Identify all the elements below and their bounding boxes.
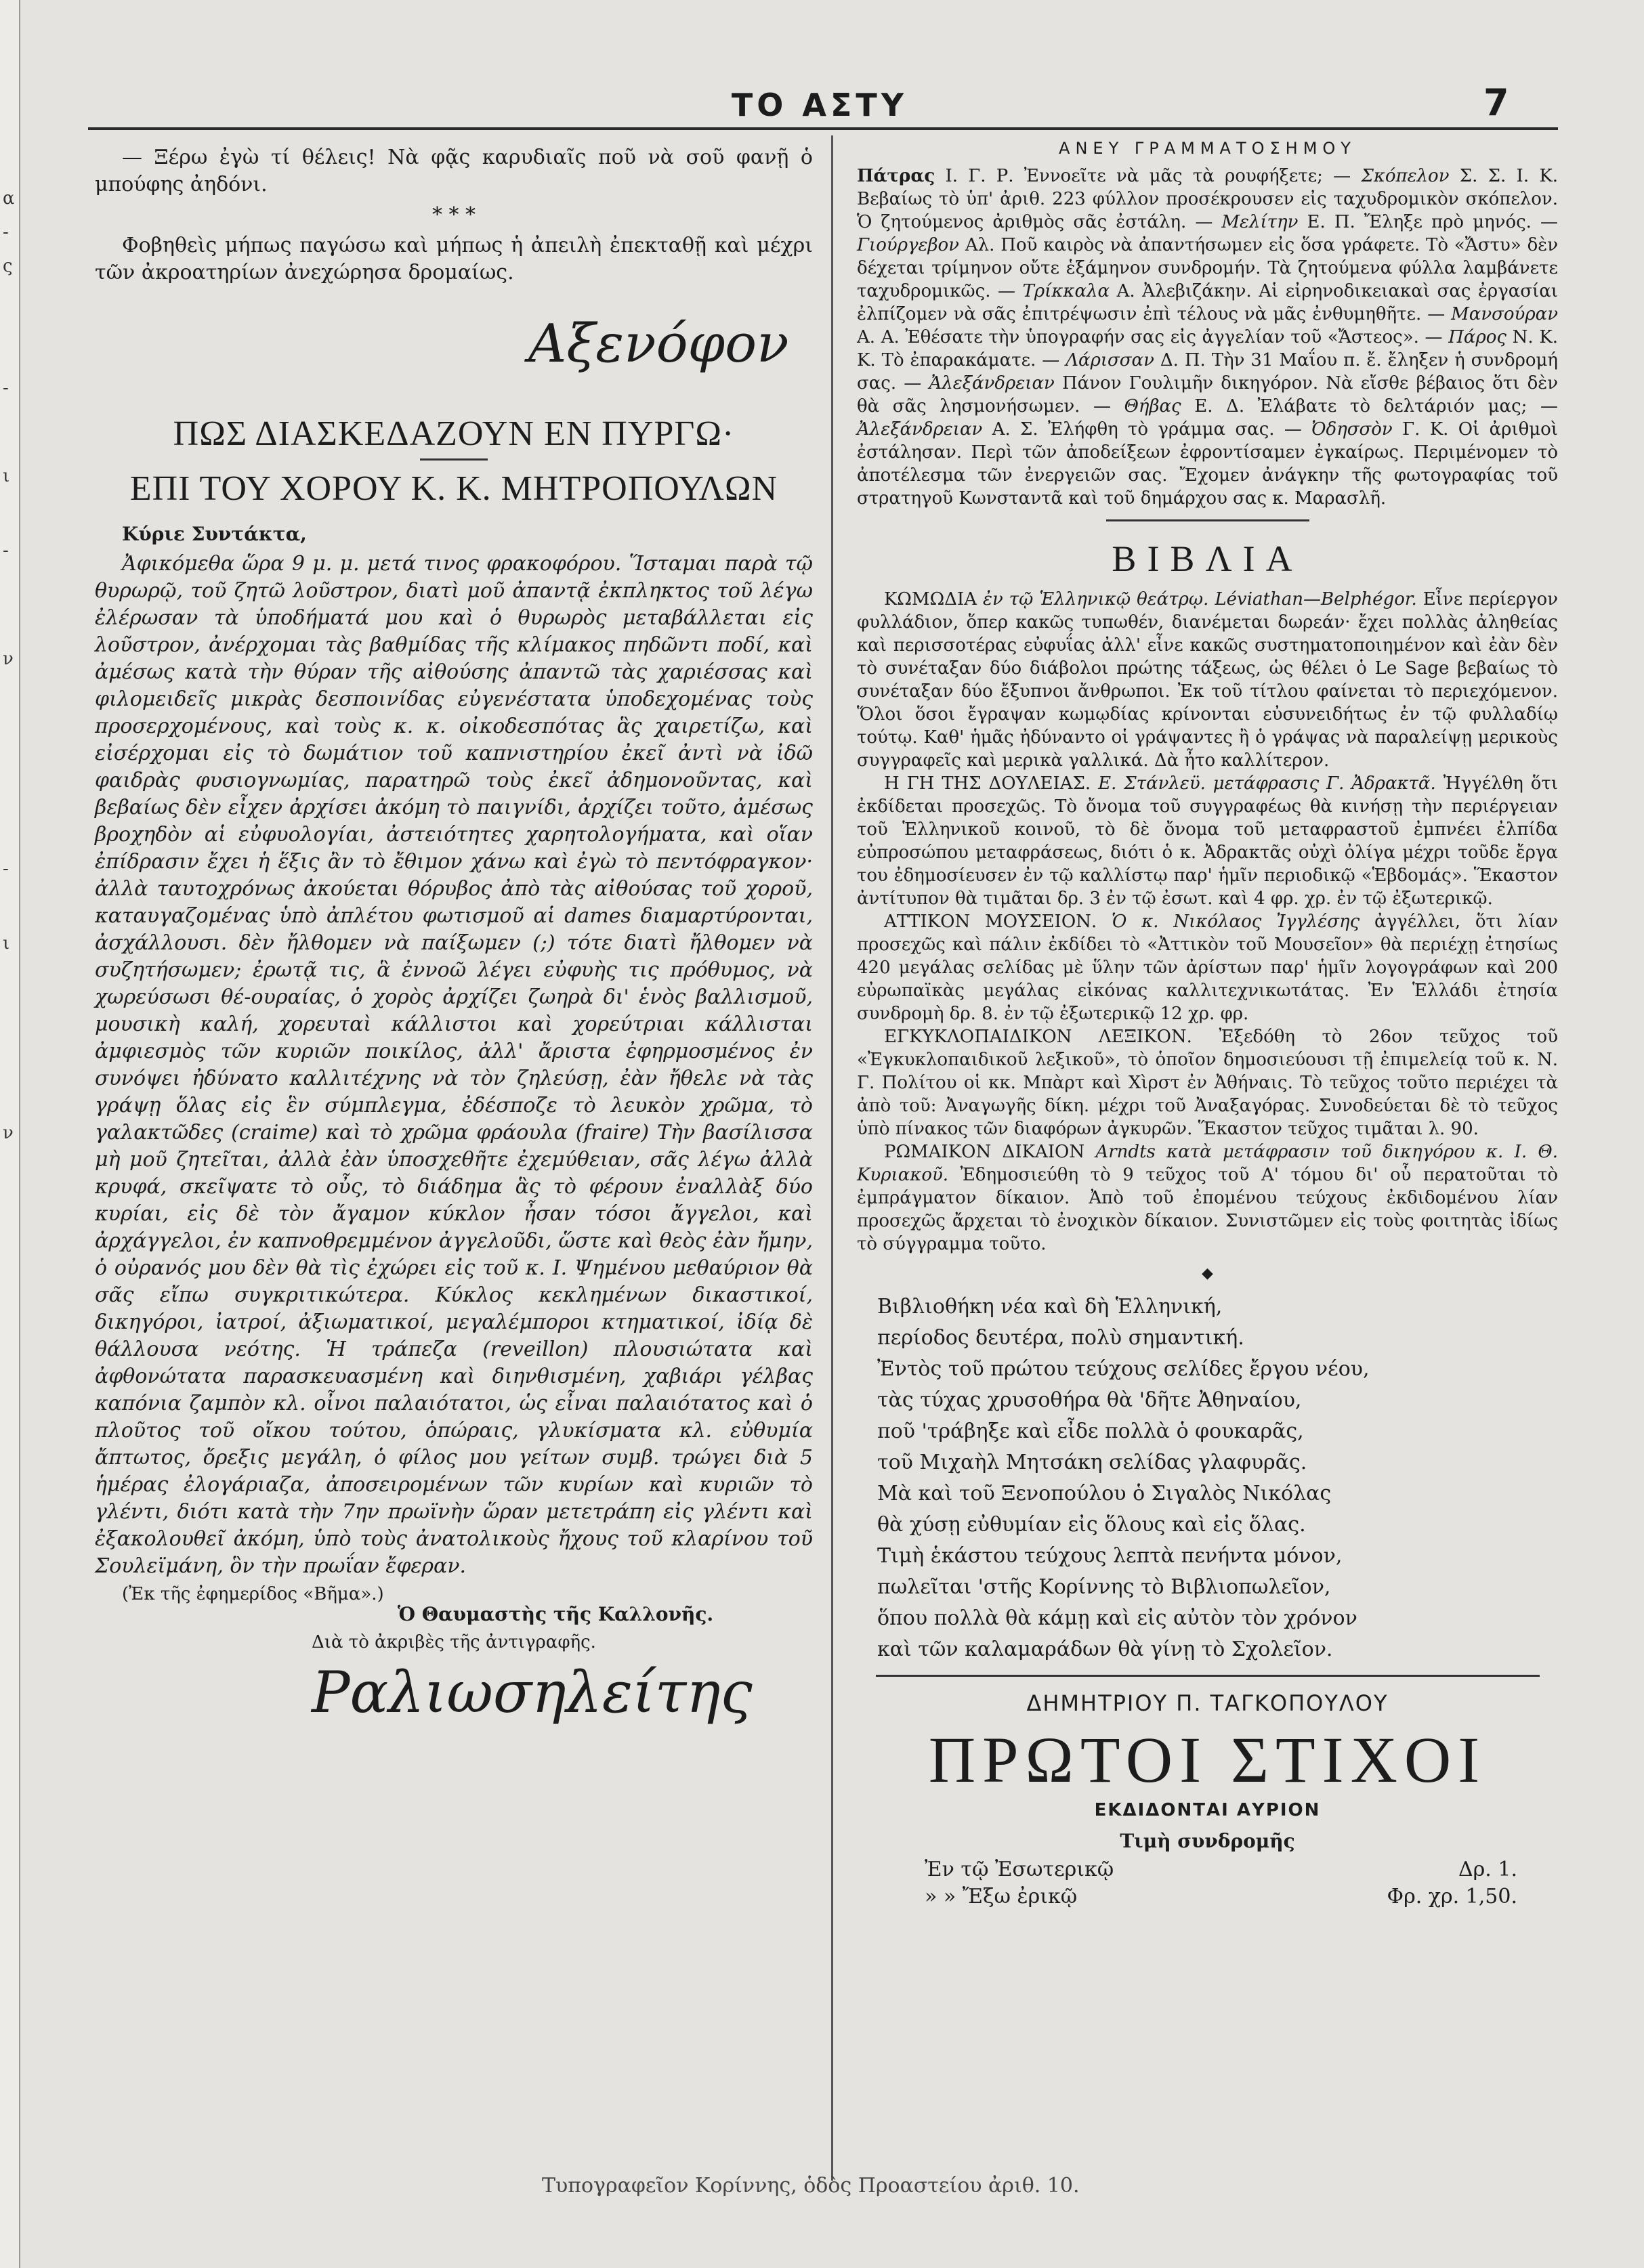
corr-place: Σκόπελον <box>1361 166 1450 186</box>
corr-text: Α. Σ. Ἐλήφθη τὸ γράμμα σας. — <box>992 419 1302 440</box>
corr-text: Ι. Γ. Ρ. Ἐννοεῖτε νὰ μᾶς τὰ ρουφήξετε; — <box>945 166 1351 186</box>
left-column <box>95 139 813 1747</box>
pseudonym: Ὁ Θαυμαστὴς τῆς Καλλονῆς. <box>397 1603 714 1625</box>
book-entry <box>857 1140 1558 1256</box>
right-column <box>857 139 1558 1910</box>
poem-line: πωλεῖται 'στῆς Κορίννης τὸ Βιβλιοπωλεῖον, <box>877 1575 1331 1599</box>
corr-place: Γιούργεβον <box>857 235 959 255</box>
price-value: Δρ. 1. <box>1458 1858 1517 1881</box>
corr-text: Ε. Δ. Ἐλάβατε τὸ δελτάριόν μας; — <box>1194 396 1559 416</box>
corr-place: Μανσούραν <box>1451 304 1559 324</box>
header-rule <box>88 127 1558 130</box>
corr-place: Μελίτην <box>1221 212 1299 232</box>
intro-paragraph-1: — Ξέρω ἐγὼ τί θέλεις! Νὰ φᾷς καρυδιαῖς ποῦ νὰ σοῦ φανῇ ὁ μπούφης ἀηδόνι. <box>95 146 813 196</box>
book-entry <box>857 910 1558 1025</box>
ad-rule <box>876 1675 1540 1677</box>
edge-mark: ς <box>3 256 13 276</box>
poem-line: Βιβλιοθήκη νέα καὶ δὴ Ἑλληνική, <box>877 1295 1223 1319</box>
book-entry <box>857 772 1558 910</box>
book-title: ΕΓΚΥΚΛΟΠΑΙΔΙΚΟΝ ΛΕΞΙΚΟΝ. <box>884 1027 1192 1047</box>
accuracy-note: Διὰ τὸ ἀκριβὲς τῆς ἀντιγραφῆς. <box>312 1632 596 1652</box>
letter-address: Κύριε Συντάκτα, <box>122 523 307 545</box>
correspondence-header: ΑΝΕΥ ΓΡΑΜΜΑΤΟΣΗΜΟΥ <box>1059 139 1356 158</box>
edge-mark: ι <box>3 466 10 486</box>
price-label: Ἐν τῷ Ἐσωτερικῷ <box>925 1858 1114 1881</box>
corr-place: Πάρος <box>1448 327 1506 347</box>
signature-1: Αξενόφον <box>528 314 789 375</box>
ad-subscription-label: Τιμὴ συνδρομῆς <box>1120 1830 1295 1852</box>
books-header: ΒΙΒΛΙΑ <box>1112 538 1303 579</box>
corr-text: Γ. Κ. Οἱ ἀριθμοὶ ἐστάλησαν. Περὶ τῶν ἀποδείξεων ἐφροντίσαμεν ἐγκαίρως. Περιμένομεν τὸ ἀποτέλεσμα τῶν ἐνεργειῶν σας. Ἔχομεν ἀνάγκην τῆς φωτογραφίας τοῦ στρατηγοῦ Κωνσταντᾶ καὶ τοῦ δημάρχου σας κ. Μαρασλῆ. <box>857 419 1558 509</box>
edge-mark: - <box>3 222 9 242</box>
poem-line: τὰς τύχας χρυσοθήρα θὰ 'δῆτε Ἀθηναίου, <box>877 1388 1302 1412</box>
corr-text: Α. Ἀλεβιζάκην. Αἱ εἰρηνοδικειακαὶ σας ἐργασίαι ἐλπίζομεν νὰ σᾶς ἐπιτρέψωσιν ἐπὶ τέλους νὰ μᾶς ἐνθυμηθῆτε. — <box>857 281 1559 324</box>
headline-1: ΠΩΣ ΔΙΑΣΚΕΔΑΖΟΥΝ ΕΝ ΠΥΡΓΩ· <box>173 414 735 453</box>
corr-text: Ν. Κ. Κ. Τὸ ἐπαρακάματε. — <box>857 327 1559 370</box>
edge-mark: - <box>3 859 9 879</box>
book-text: Εἶνε περίεργον φυλλάδιον, ὅπερ κακῶς τυπωθέν, διανέμεται δωρεάν· ἔχει πολλὰς ἀληθείας καὶ περισσοτέρας εὐφυΐας ἀλλ' εἶνε κακῶς συστηματοποιημένον καὶ ἐὰν δὲν τὸ συνέταξαν δύο διάβολοι πρώτης τάξεως, ὡς θέλει ὁ Le Sage βεβαίως τὸ συνέταξαν δύο ἔξυπνοι ἄνθρωποι. Ἐκ τοῦ τίτλου φαίνεται τὸ περιεχόμενον. Ὅλοι ὅσοι ἔγραψαν κωμῳδίας κρίνονται εὐσυνειδήτως ἐν τῷ φυλλαδίῳ τούτῳ. Καθ' ἡμᾶς ἠδύναντο οἱ γράψαντες ἢ ὁ γράψας νὰ παραλείψῃ μερικοὺς συγγραφεῖς καὶ μερικὰ γαλλικά. Δὰ ἦτο καλλίτερον. <box>857 589 1559 771</box>
book-subtitle: Ε. Στάνλεϋ. μετάφρασις Γ. Ἀδρακτᾶ. <box>1098 773 1436 794</box>
book-text: ἀγγέλλει, ὅτι λίαν προσεχῶς καὶ πάλιν ἐκδίδει τὸ «Ἀττικὸν τοῦ Μουσεῖον» θὰ περιέχῃ ἐτησίως 420 μεγάλας σελίδας μὲ ὕλην τῶν ἀρίστων παρ' ἡμῖν λογογράφων καὶ 200 εὐρωπαϊκὰς μεγάλας εἰκόνας καλλιτεχνικωτάτας. Ἐν Ἑλλάδι ἐτησία συνδρομὴ δρ. 8. ἐν τῷ ἐξωτερικῷ 12 χρ. φρ. <box>857 912 1559 1024</box>
poem-line: καὶ τῶν καλαμαράδων θὰ γίνῃ τὸ Σχολεῖον. <box>877 1638 1333 1661</box>
corr-text: Ε. Π. Ἔληξε πρὸ μηνός. — <box>1307 212 1559 232</box>
edge-mark: - <box>3 540 9 561</box>
corr-text: Α. Α. Ἐθέσατε τὴν ὑπογραφήν σας εἰς ἀγγελίαν τοῦ «Ἄστεος». — <box>857 327 1443 347</box>
ad-author: ΔΗΜΗΤΡΙΟΥ Π. ΤΑΓΚΟΠΟΥΛΟΥ <box>1026 1690 1389 1716</box>
correspondence-block <box>857 165 1558 510</box>
poem-line: περίοδος δευτέρα, πολὺ σημαντική. <box>877 1326 1244 1350</box>
corr-place: Ἀλεξάνδρειαν <box>929 373 1055 393</box>
price-row <box>857 1856 1558 1883</box>
edge-mark: ν <box>3 649 14 669</box>
poem-line: ποῦ 'τράβηξε καὶ εἶδε πολλὰ ὁ φουκαρᾶς, <box>877 1419 1304 1443</box>
ad-subtitle: ΕΚΔΙΔΟΝΤΑΙ ΑΥΡΙΟΝ <box>1094 1800 1321 1820</box>
book-entry <box>857 1025 1558 1140</box>
corr-text: Αλ. Ποῦ καιρὸς νὰ ἀπαντήσωμεν εἰς ὅσα γράφετε. Τὸ «Ἄστυ» δὲν δέχεται τρίμηνον οὔτε ἑξάμηνον συνδρομήν. Τὰ ζητούμενα φύλλα λαμβάνετε ταχυδρομικῶς. — <box>857 235 1559 301</box>
corr-place: Λάρισσαν <box>1066 350 1154 370</box>
edge-mark: - <box>3 378 9 398</box>
book-text: Ἐδημοσιεύθη τὸ 9 τεῦχος τοῦ Α' τόμου δι' οὗ περατοῦται τὸ ἐμπράγματον δίκαιον. Ἀπὸ τοῦ ἐπομένου τεύχους ἐκδιδομένου λίαν προσεχῶς ἄρχεται τὸ ἐνοχικὸν δίκαιον. Συνιστῶμεν εἰς τοὺς φοιτητὰς ἰδίως τὸ σύγγραμμα τοῦτο. <box>857 1165 1559 1254</box>
intro-paragraph-2: Φοβηθεὶς μήπως παγώσω καὶ μήπως ἡ ἀπειλὴ ἐπεκταθῇ καὶ μέχρι τῶν ἀκροατηρίων ἀνεχώρησα δρομαίως. <box>95 234 813 284</box>
book-text: Ἠγγέλθη ὅτι ἐκδίδεται προσεχῶς. Τὸ ὄνομα τοῦ συγγραφέως θὰ κινήσῃ τὴν περιέργειαν τοῦ Ἑλληνικοῦ κοινοῦ, τὸ δὲ ὄνομα τοῦ μεταφραστοῦ ἐμπνέει ἐλπίδα εὐπροσώπου μεταφράσεως, διότι ὁ κ. Ἀδρακτᾶς οὐχὶ ὀλίγα μέχρι τοῦδε ἔργα του ἐδημοσίευσεν ἐν τῷ καλλίστῳ παρ' ἡμῖν περιοδικῷ «Ἑβδομάς». Ἕκαστον ἀντίτυπον θὰ τιμᾶται δρ. 3 ἐν τῷ ἐσωτ. καὶ 4 φρ. χρ. ἐν τῷ ἐξωτερικῷ. <box>857 773 1559 909</box>
book-title: ΚΩΜΩΔΙΑ <box>884 589 977 609</box>
corr-place: Πάτρας <box>857 166 935 186</box>
poem-line: θὰ χύσῃ εὐθυμίαν εἰς ὅλους καὶ εἰς ὅλας. <box>877 1513 1306 1537</box>
book-subtitle: Arndts κατὰ μετάφρασιν τοῦ δικηγόρου κ. Ι. Θ. Κυριακοῦ. <box>857 1142 1558 1185</box>
masthead-title: ΤΟ ΑΣΤΥ <box>731 87 908 123</box>
headline-2: ΕΠΙ ΤΟΥ ΧΟΡΟΥ Κ. Κ. ΜΗΤΡΟΠΟΥΛΩΝ <box>129 469 778 508</box>
edge-mark: ν <box>3 1123 14 1143</box>
poem-line: Τιμὴ ἑκάστου τεύχους λεπτὰ πενήντα μόνον, <box>877 1544 1343 1568</box>
corr-text: Πάνον Γουλιμῆν δικηγόρον. Νὰ εἴσθε βέβαιος ὅτι δὲν θὰ σᾶς λησμονήσωμεν. — <box>857 373 1558 416</box>
signature-2: Ραλιωσηλείτης <box>312 1659 753 1726</box>
corr-text: Σ. Σ. Ι. Κ. Βεβαίως τὸ ὑπ' ἀριθ. 223 φύλλον προσέκρουσεν εἰς ταχυδρομικὸν σκόπελον. Ὁ ζητούμενος ἀριθμὸς σᾶς ἐστάλη. — <box>857 166 1559 232</box>
letter-body: Ἀφικόμεθα ὥρα 9 μ. μ. μετά τινος φρακοφόρου. Ἵσταμαι παρὰ τῷ θυρωρῷ, τοῦ ζητῶ λοῦστρον, διατὶ μοῦ ἀπαντᾷ ἐκπληκτος τοῦ λέγω ἐλέρωσαν τὰ ὑποδήματά μου καὶ ὁ θυρωρὸς μεταβάλλεται εἰς λοῦστρον, ἀνέρχομαι τὰς βαθμίδας τῆς κλίμακος πηδῶντι ποδί, καὶ ἀμέσως κατὰ τὴν θύραν τῆς αἰθούσης ἀπαντῶ τὰς χαριέσσας καὶ φιλομειδεῖς μικρὰς δεσποινίδας εὐγενέστατα ὑποδεχομένας τοὺς προσερχομένους, καὶ τοὺς κ. κ. οἰκοδεσπότας ἃς χαιρετίζω, καὶ εἰσέρχομαι εἰς τὸ δωμάτιον τοῦ καπνιστηρίου ἐκεῖ ἀντὶ νὰ ἰδῶ φαιδρὰς φυσιογνωμίας, παρατηρῶ τοὺς ἐκεῖ ἀδημονοῦντας, καὶ βεβαίως δὲν εἶχεν ἀρχίσει ἀκόμη τὸ παιγνίδι, ἀρχίζει τοῦτο, ἀμέσως βροχηδὸν αἱ εὐφυολογίαι, ἀστειότητες χαρητολογήματα, καὶ οἵαν ἐπίδρασιν ἔχει ἡ ἕξις ἂν τὸ ἔθιμον χάνω καὶ ἐγὼ τὸ πεντόφραγκον· ἀλλὰ ταυτοχρόνως ἀκούεται θόρυβος ἀπὸ τὰς αἰθούσας τοῦ χοροῦ, καταυγαζομένας ὑπὸ ἀπλέτου φωτισμοῦ αἱ dames διαμαρτύρονται, ἀσχάλλουσι. δὲν ἤλθομεν νὰ παίξωμεν (;) τότε διατὶ ἤλθομεν νὰ συζητήσωμεν; ἐρωτᾷ τις, ἃ ἐννοῶ λέγει εὐφυὴς τις πρόθυμος, νὰ χωρεύσωσι θέ-ουραίας, ὁ χορὸς ἀρχίζει ζωηρὰ δι' ἑνὸς βαλλισμοῦ, μουσικὴ καλή, χορευταὶ κάλλιστοι καὶ χορεύτριαι κάλλισται ἀμφιεσμὸς τῶν κυριῶν ποικίλος, ἀλλ' ἄριστα ἐφηρμοσμένος ἐν συνόψει ἠδύνατο καλλιτέχνης νὰ τὸν ζηλεύσῃ, ἐὰν ἤθελε νὰ τὰς γράψῃ ὅλας εἰς ἓν σύμπλεγμα, ἐδέσποζε τὸ λευκὸν χρῶμα, τὸ γαλακτῶδες (craime) καὶ τὸ χρῶμα φράουλα (fraire) Τὴν βασίλισσα μὴ μοῦ ζητεῖται, ἀλλὰ ἐὰν ὑποσχεθῆτε ἐχεμύθειαν, σᾶς λέγω ἀλλὰ κρυφά, σκεῖψατε τὸ οὖς, τὸ διάδημα ἃς τὸ φέρουν ἐναλλὰξ δύο κυρίαι, εἰς δὲ τὸν ἄγαμον κύκλον ἦσαν τόσοι ἄγγελοι, καὶ ἀρχάγγελοι, ἐν καπνοθρεμμένον ἀγγελοῦδι, ὥστε καὶ θεὸς ἐὰν ἤμην, ὁ οὐρανός μου δὲν θὰ τὶς ἐχώρει εἰς τοῦ κ. Ι. Ψημένου μεθαύριον θὰ σᾶς εἴπω συγκριτικώτερα. Κύκλος κεκλημένων δικαστικοί, δικηγόροι, ἰατροί, ἀξιωματικοί, μεγαλέμποροι κτηματικοί, ἰδίᾳ δὲ θάλλουσα νεότης. Ἡ τράπεζα (reveillon) πλουσιώτατα καὶ ἀφθονώτατα παρασκευασμένη καὶ διηνθισμένη, χαβιάρι γέλβας καπόνια ζαμπὸν κλ. οἶνοι παλαιότατοι, ὡς εἶναι παλαιότατος καὶ ὁ πλοῦτος τοῦ οἴκου τούτου, ὁπώραις, γλυκίσματα κλ. εὐθυμία ἄπτωτος, ὄρεξις μεγάλη, ὁ φίλος μου γείτων συμβ. τρώγει διὰ 5 ἡμέρας ἐλογάριαζα, ἀποσειρομένων τῶν κυρίων καὶ κυριῶν τὸ γλέντι, διότι κατὰ τὴν 7ην πρωϊνὴν ὥραν μετετράπη εἰς γλέντι καὶ ἐξακολουθεῖ ἀκόμη, ὑπὸ τοὺς ἀνατολικοὺς ἤχους τοῦ κλαρίνου τοῦ Σουλεϊμάνη, ὃν τὴν πρωΐαν ἔφεραν. <box>95 552 813 1578</box>
page-number: 7 <box>1483 81 1509 124</box>
price-row <box>857 1883 1558 1910</box>
poem <box>857 1291 1558 1665</box>
signature-block-1 <box>95 286 813 408</box>
corr-place: Ἀλεξάνδρειαν <box>857 419 983 440</box>
headline-rule <box>420 458 488 461</box>
book-title: ΑΤΤΙΚΟΝ ΜΟΥΣΕΙΟΝ. <box>884 912 1097 932</box>
corr-text: Δ. Π. Τὴν 31 Μαΐου π. ἔ. ἔληξεν ἡ συνδρομή σας. — <box>857 350 1559 393</box>
poem-line: Ἐντὸς τοῦ πρώτου τεύχους σελίδες ἔργου νέου, <box>877 1357 1370 1381</box>
edge-mark: ι <box>3 933 10 954</box>
poem-line: τοῦ Μιχαὴλ Μητσάκη σελίδας γλαφυρᾶς. <box>877 1451 1307 1474</box>
section-rule <box>1106 519 1309 521</box>
book-subtitle: ἐν τῷ Ἑλληνικῷ θεάτρῳ. Léviathan—Belphégor. <box>983 589 1417 609</box>
page-edge <box>0 0 20 2268</box>
column-divider <box>831 135 833 2181</box>
poem-line: Μὰ καὶ τοῦ Ξενοπούλου ὁ Σιγαλὸς Νικόλας <box>877 1482 1332 1505</box>
book-subtitle: Ὁ κ. Νικόλαος Ἰγγλέσης <box>1112 912 1360 932</box>
book-entry <box>857 588 1558 772</box>
signature-block-2 <box>95 1652 813 1747</box>
edge-mark: α <box>3 188 15 209</box>
corr-place: Ὀδησσὸν <box>1311 419 1393 440</box>
corr-place: Τρίκκαλα <box>1022 281 1110 301</box>
printer-footer: Τυπογραφεῖον Κορίννης, ὁδὸς Προαστείου ἀριθ. 10. <box>542 2174 1080 2198</box>
book-text: Ἐξεδόθη τὸ 26ον τεῦχος τοῦ «Ἐγκυκλοπαιδικοῦ λεξικοῦ», τὸ ὁποῖον δημοσιεύουσι τῇ ἐπιμελείᾳ τοῦ κ. Ν. Γ. Πολίτου οἱ κκ. Μπὰρτ καὶ Χὶρστ ἐν Ἀθήναις. Τὸ τεῦχος τοῦτο περιέχει τὰ ἀπὸ τοῦ: Ἀναγωγῆς δίκη. μέχρι τοῦ Ἀναξαγόρας. Συνοδεύεται δὲ τὸ τεῦχος ὑπὸ πίνακος τῶν διαφόρων ἀγκυρῶν. Ἕκαστον τεῦχος τιμᾶται λ. 90. <box>857 1027 1558 1139</box>
diamond-ornament: ◆ <box>1202 1265 1213 1282</box>
corr-place: Θήβας <box>1124 396 1181 416</box>
price-value: Φρ. χρ. 1,50. <box>1387 1885 1517 1908</box>
poem-line: ὅπου πολλὰ θὰ κάμῃ καὶ εἰς αὐτὸν τὸν χρόνον <box>877 1606 1357 1630</box>
source-note: (Ἐκ τῆς ἐφημερίδος «Βῆμα».) <box>122 1584 384 1604</box>
ad-title: ΠΡΩΤΟΙ ΣΤΙΧΟΙ <box>928 1724 1487 1796</box>
book-title: Η ΓΗ ΤΗΣ ΔΟΥΛΕΙΑΣ. <box>884 773 1091 794</box>
section-stars: * * * <box>431 203 476 227</box>
price-label: » » Ἔξω ἐρικῷ <box>925 1885 1078 1908</box>
book-title: ΡΩΜΑΙΚΟΝ ΔΙΚΑΙΟΝ <box>884 1142 1085 1162</box>
